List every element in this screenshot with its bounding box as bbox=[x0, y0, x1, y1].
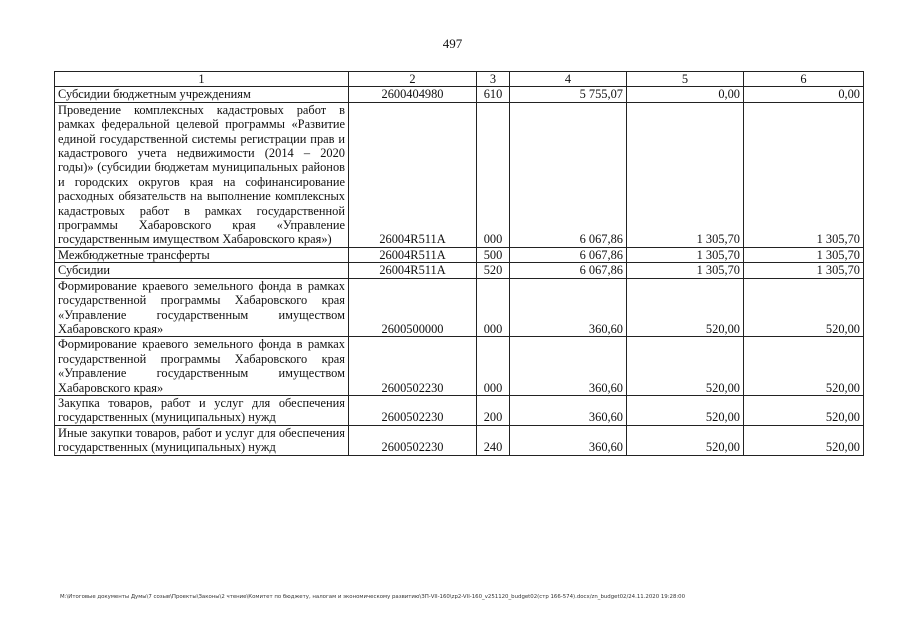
row-code: 2600404980 bbox=[349, 87, 477, 102]
col-header-2: 2 bbox=[349, 72, 477, 87]
row-code: 2600500000 bbox=[349, 278, 477, 337]
table-row bbox=[55, 102, 864, 247]
row-value-3: 520,00 bbox=[744, 278, 864, 337]
row-value-2: 0,00 bbox=[627, 87, 744, 102]
row-vr: 000 bbox=[477, 337, 510, 396]
row-code: 2600502230 bbox=[349, 337, 477, 396]
table-row bbox=[55, 87, 864, 102]
row-name: Проведение комплексных кадастровых работ в рамках федеральной целевой программы «Развитие единой государственной системы регистрации прав и кадастрового учета недвижимости (2014 – 2020 годы)» (субсидии бюджетам муниципальных районов и городских округов края на софинансирование расходных обязательств на выполнение комплексных кадастровых работ в рамках государственной программы Хабаровского края «Управление государственным имуществом Хабаровского края») bbox=[55, 102, 349, 247]
row-value-1: 6 067,86 bbox=[510, 247, 627, 262]
header-row bbox=[55, 72, 864, 87]
row-name: Субсидии bbox=[55, 263, 349, 278]
row-code: 2600502230 bbox=[349, 395, 477, 425]
row-value-3: 0,00 bbox=[744, 87, 864, 102]
col-header-3: 3 bbox=[477, 72, 510, 87]
row-name: Субсидии бюджетным учреждениям bbox=[55, 87, 349, 102]
row-code: 26004R511A bbox=[349, 102, 477, 247]
row-value-1: 360,60 bbox=[510, 278, 627, 337]
row-name: Формирование краевого земельного фонда в рамках государственной программы Хабаровского края «Управление государственным имуществом Хабаровского края» bbox=[55, 278, 349, 337]
row-value-3: 520,00 bbox=[744, 337, 864, 396]
row-vr: 500 bbox=[477, 247, 510, 262]
row-name: Закупка товаров, работ и услуг для обеспечения государственных (муниципальных) нужд bbox=[55, 395, 349, 425]
budget-table bbox=[54, 71, 864, 456]
row-vr: 000 bbox=[477, 102, 510, 247]
row-value-2: 1 305,70 bbox=[627, 263, 744, 278]
row-value-3: 520,00 bbox=[744, 395, 864, 425]
row-value-3: 1 305,70 bbox=[744, 263, 864, 278]
row-code: 2600502230 bbox=[349, 425, 477, 455]
row-value-1: 360,60 bbox=[510, 337, 627, 396]
table-row bbox=[55, 247, 864, 262]
row-vr: 200 bbox=[477, 395, 510, 425]
row-value-1: 5 755,07 bbox=[510, 87, 627, 102]
row-value-2: 520,00 bbox=[627, 337, 744, 396]
row-value-2: 1 305,70 bbox=[627, 247, 744, 262]
table-row bbox=[55, 337, 864, 396]
row-vr: 000 bbox=[477, 278, 510, 337]
table-row bbox=[55, 395, 864, 425]
row-value-1: 360,60 bbox=[510, 425, 627, 455]
row-value-3: 1 305,70 bbox=[744, 247, 864, 262]
row-value-2: 520,00 bbox=[627, 278, 744, 337]
row-vr: 610 bbox=[477, 87, 510, 102]
row-value-1: 360,60 bbox=[510, 395, 627, 425]
row-vr: 240 bbox=[477, 425, 510, 455]
row-value-3: 520,00 bbox=[744, 425, 864, 455]
row-value-3: 1 305,70 bbox=[744, 102, 864, 247]
row-name: Формирование краевого земельного фонда в рамках государственной программы Хабаровского края «Управление государственным имуществом Хабаровского края» bbox=[55, 337, 349, 396]
row-value-2: 1 305,70 bbox=[627, 102, 744, 247]
col-header-1: 1 bbox=[55, 72, 349, 87]
page-number: 497 bbox=[442, 36, 463, 51]
row-value-2: 520,00 bbox=[627, 395, 744, 425]
col-header-6: 6 bbox=[744, 72, 864, 87]
row-name: Иные закупки товаров, работ и услуг для обеспечения государственных (муниципальных) нужд bbox=[55, 425, 349, 455]
row-vr: 520 bbox=[477, 263, 510, 278]
row-value-1: 6 067,86 bbox=[510, 102, 627, 247]
row-code: 26004R511A bbox=[349, 263, 477, 278]
row-value-2: 520,00 bbox=[627, 425, 744, 455]
table-row bbox=[55, 263, 864, 278]
footer-file-path: M:\Итоговые документы Думы\7 созыв\Проекты\Законы\2 чтение\Комитет по бюджету, налогам и экономическому развитию\ЗП-VII-160\zp2-VII-160_v251120_budget02(стр 166-574).docx/zn_budget02/24.11.2020 19:28:00 bbox=[60, 594, 686, 600]
row-value-1: 6 067,86 bbox=[510, 263, 627, 278]
row-code: 26004R511A bbox=[349, 247, 477, 262]
col-header-5: 5 bbox=[627, 72, 744, 87]
table-row bbox=[55, 278, 864, 337]
row-name: Межбюджетные трансферты bbox=[55, 247, 349, 262]
table-row bbox=[55, 425, 864, 455]
col-header-4: 4 bbox=[510, 72, 627, 87]
